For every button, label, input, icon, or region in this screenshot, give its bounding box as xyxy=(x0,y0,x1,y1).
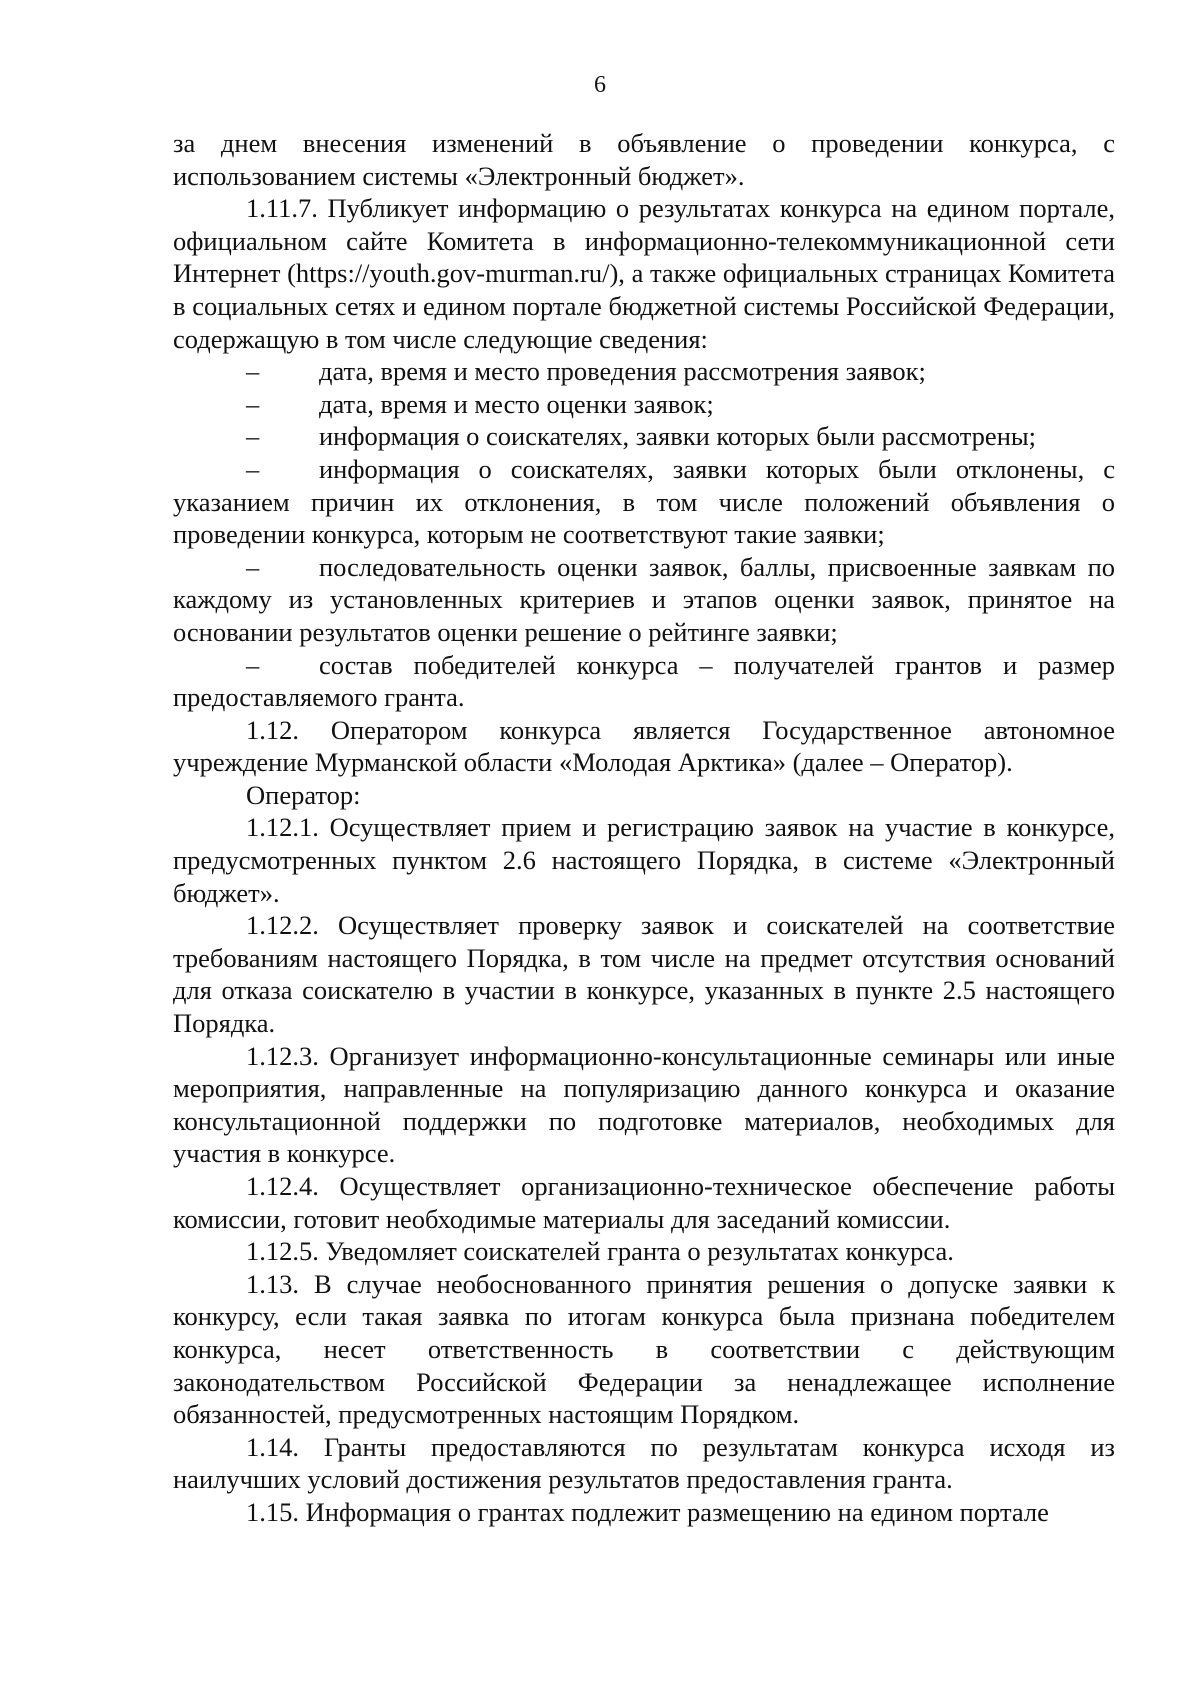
paragraph-text: 1.12.5. Уведомляет соискателей гранта о результатах конкурса. xyxy=(246,1236,954,1267)
paragraph xyxy=(173,1040,1115,1170)
paragraph-text: 1.12. Оператором конкурса является Государственное автономное учреждение Мурманской области «Молодая Арктика» (далее – Оператор). xyxy=(173,714,1115,778)
paragraph xyxy=(173,909,1115,1039)
dash-bullet: – xyxy=(246,649,260,680)
paragraph xyxy=(173,1235,1115,1268)
paragraph-text: состав победителей конкурса – получателей грантов и размер предоставляемого гранта. xyxy=(173,649,1115,713)
dash-bullet: – xyxy=(246,453,260,484)
document-body xyxy=(173,127,1115,1529)
paragraph xyxy=(173,192,1115,355)
paragraph xyxy=(173,811,1115,909)
list-item xyxy=(173,453,1115,551)
paragraph xyxy=(173,1431,1115,1496)
list-item xyxy=(173,388,1115,421)
paragraph xyxy=(173,127,1115,192)
paragraph-text: 1.15. Информация о грантах подлежит размещению на едином портале xyxy=(246,1496,1049,1527)
paragraph-text: 1.11.7. Публикует информацию о результатах конкурса на едином портале, официальном сайте Комитета в информационно-телекоммуникационной сети Интернет (https://youth.gov-murman.ru/), а также официальных страницах Комитета в социальных сетях и едином портале бюджетной системы Российской Федерации, содержащую в том числе следующие сведения: xyxy=(173,193,1115,354)
paragraph-text: 1.12.4. Осуществляет организационно-техническое обеспечение работы комиссии, готовит необходимые материалы для заседаний комиссии. xyxy=(173,1171,1115,1234)
dash-bullet: – xyxy=(246,356,260,387)
paragraph-text: 1.13. В случае необоснованного принятия решения о допуске заявки к конкурсу, если такая заявка по итогам конкурса была признана победителем конкурса, несет ответственность в соответствии с действующим законодательством Российской Федерации за ненадлежащее исполнение обязанностей, предусмотренных настоящим Порядком. xyxy=(173,1268,1115,1430)
paragraph-text: дата, время и место проведения рассмотрения заявок; xyxy=(319,356,926,387)
paragraph xyxy=(173,1268,1115,1431)
list-item xyxy=(173,551,1115,649)
dash-bullet: – xyxy=(246,551,260,582)
paragraph xyxy=(173,714,1115,779)
list-item xyxy=(173,355,1115,388)
paragraph xyxy=(173,1170,1115,1235)
paragraph-text: 1.14. Гранты предоставляются по результатам конкурса исходя из наилучших условий достижения результатов предоставления гранта. xyxy=(173,1431,1115,1495)
paragraph-text: Оператор: xyxy=(246,779,361,810)
paragraph xyxy=(173,1496,1115,1529)
paragraph-text: за днем внесения изменений в объявление о проведении конкурса, с использованием системы «Электронный бюджет». xyxy=(173,128,1115,191)
paragraph-text: 1.12.3. Организует информационно-консультационные семинары или иные мероприятия, направленные на популяризацию данного конкурса и оказание консультационной поддержки по подготовке материалов, необходимых для участия в конкурсе. xyxy=(173,1040,1115,1169)
paragraph-text: информация о соискателях, заявки которых были рассмотрены; xyxy=(319,421,1037,452)
paragraph-text: 1.12.2. Осуществляет проверку заявок и соискателей на соответствие требованиям настоящего Порядка, в том числе на предмет отсутствия оснований для отказа соискателю в участии в конкурсе, указанных в пункте 2.5 настоящего Порядка. xyxy=(173,910,1115,1039)
list-item xyxy=(173,649,1115,714)
paragraph-text: 1.12.1. Осуществляет прием и регистрацию заявок на участие в конкурсе, предусмотренных пунктом 2.6 настоящего Порядка, в системе «Электронный бюджет». xyxy=(173,812,1115,908)
list-item xyxy=(173,420,1115,453)
page-number: 6 xyxy=(594,72,606,98)
paragraph xyxy=(173,779,1115,812)
paragraph-text: дата, время и место оценки заявок; xyxy=(319,388,714,419)
paragraph-text: информация о соискателях, заявки которых были отклонены, с указанием причин их отклонения, в том числе положений объявления о проведении конкурса, которым не соответствуют такие заявки; xyxy=(173,453,1115,550)
dash-bullet: – xyxy=(246,388,260,419)
paragraph-text: последовательность оценки заявок, баллы, присвоенные заявкам по каждому из установленных критериев и этапов оценки заявок, принятое на основании результатов оценки решение о рейтинге заявки; xyxy=(173,551,1115,647)
dash-bullet: – xyxy=(246,421,260,452)
